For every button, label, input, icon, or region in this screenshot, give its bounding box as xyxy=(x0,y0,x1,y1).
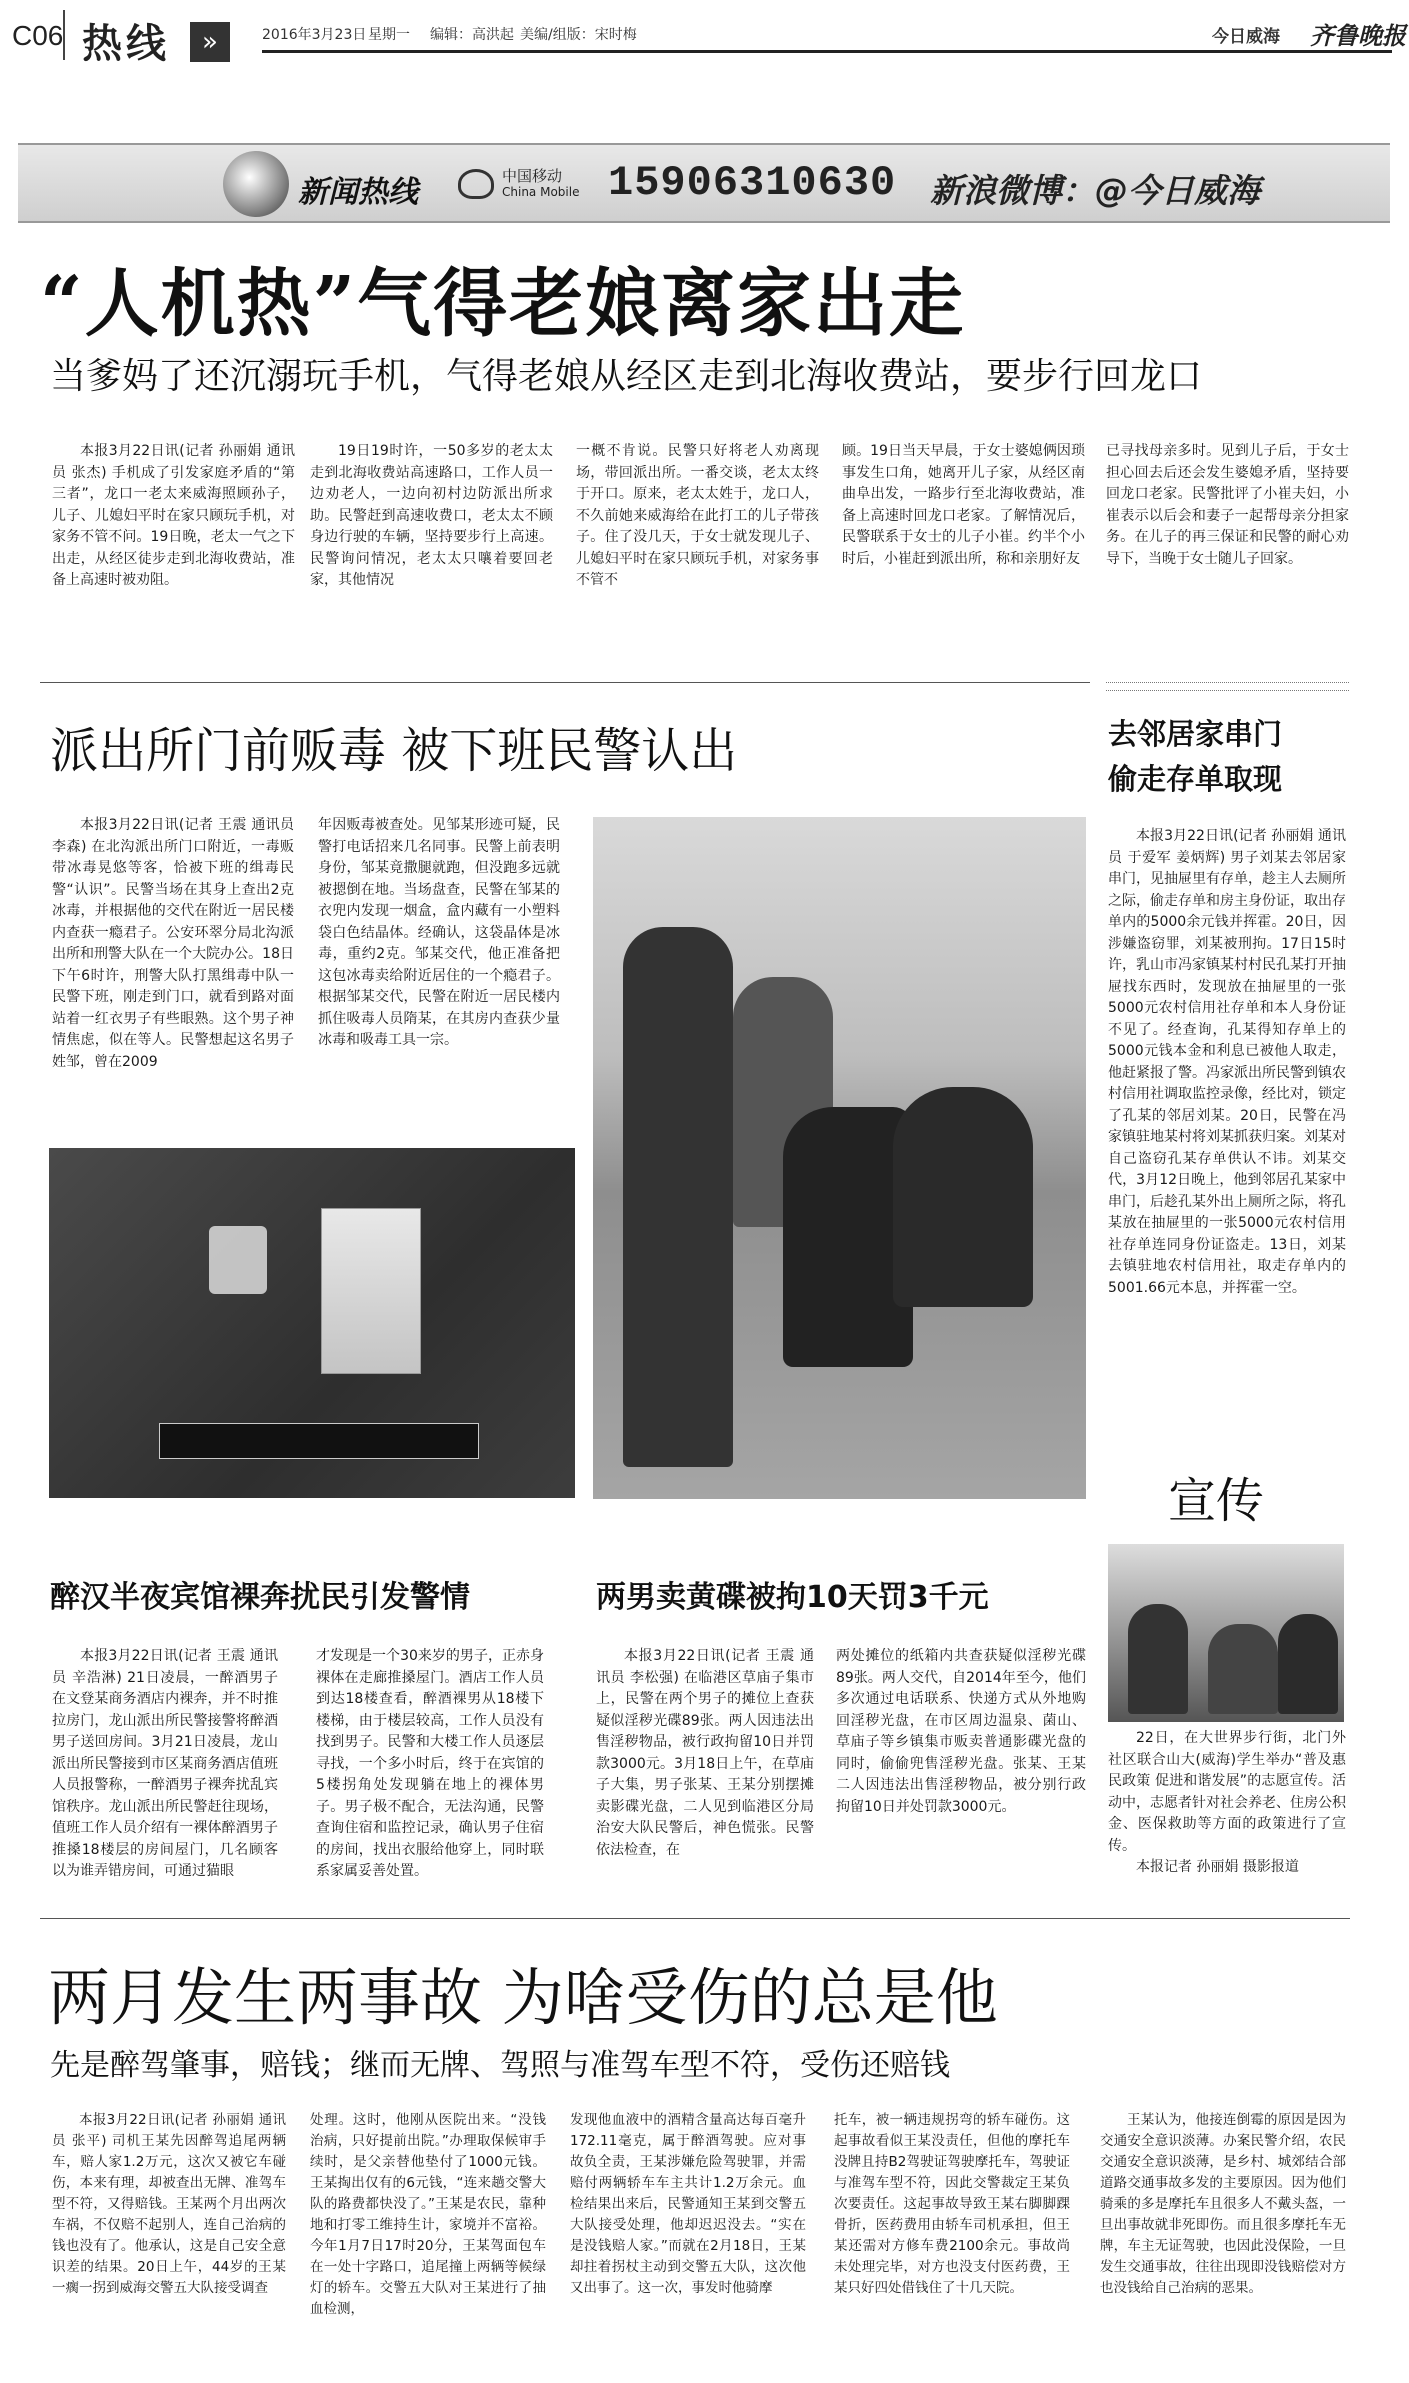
story4-col2: 才发现是一个30来岁的男子，正赤身裸体在走廊推搡屋门。酒店工作人员到达18楼查看，醉酒裸男从18楼下楼梯，由于楼层较高，工作人员没有找到男子。民警和大楼工作人员逐层寻找，一个多小时后，终于在宾馆的5楼拐角处发现躺在地上的裸体男子。男子极不配合，无法沟通，民警查询住宿和监控记录，确认男子住宿的房间，找出衣服给他穿上，同时联系家属妥善处置。 xyxy=(316,1648,544,1879)
carrier-name: 中国移动 xyxy=(502,167,563,185)
divider-2 xyxy=(1106,690,1349,691)
story3-headline-line1: 去邻居家串门 xyxy=(1108,717,1283,751)
story6-col3: 发现他血液中的酒精含量高达每百毫升172.11毫克，属于醉酒驾驶。应对事故负全责，王某涉嫌危险驾驶罪，并需赔付两辆轿车车主共计1.2万余元。血检结果出来后，民警通知王某到交警五大队接受处理，他却迟迟没去。“实在是没钱赔人家。”而就在2月18日，王某却拄着拐杖主动到交警五大队，这次他又出事了。这一次，事发时他骑摩 xyxy=(570,2112,806,2296)
story6-col2: 处理。这时，他刚从医院出来。“没钱治病，只好提前出院。”办理取保候审手续时，是父亲替他垫付了1000元钱。王某掏出仅有的6元钱，“连来趟交警大队的路费都快没了。”王某是农民，靠种地和打零工维持生计，家境并不富裕。今年1月7日17时20分，王某驾面包车在一处十字路口，追尾撞上两辆等候绿灯的轿车。交警五大队对王某进行了抽血检测， xyxy=(310,2112,546,2317)
story6-col1: 本报3月22日讯(记者 孙丽娟 通讯员 张平) 司机王某先因醉驾追尾两辆车，赔人家1.2万元，这次又被它车碰伤，本来有理，却被查出无牌、准驾车型不符，又得赔钱。王某两个月出两次车祸，不仅赔不起别人，连自己治病的钱也没有了。他承认，这是自己安全意识差的结果。20日上午，44岁的王某一瘸一拐到威海交警五大队接受调查 xyxy=(52,2112,286,2296)
story2-col2: 年因贩毒被查处。见邹某形迹可疑，民警打电话招来几名同事。民警上前表明身份，邹某竟撒腿就跑，但没跑多远就被摁倒在地。当场盘查，民警在邹某的衣兜内发现一烟盒，盒内藏有一小塑料袋白色结晶体。经确认，这袋晶体是冰毒，重约2克。邹某交代，他正准备把这包冰毒卖给附近居住的一个瘾君子。根据邹某交代，民警在附近一居民楼内抓住吸毒人员隋某，在其房内查获少量冰毒和吸毒工具一宗。 xyxy=(318,817,560,1048)
section-title: 热线 xyxy=(82,21,170,67)
scale-ruler xyxy=(159,1423,479,1459)
story1-subheadline: 当爹妈了还沉溺玩手机，气得老娘从经区走到北海收费站，要步行回龙口 xyxy=(50,356,1203,397)
banner-label: 新闻热线 xyxy=(298,175,418,210)
story6-headline: 两月发生两事故 为啥受伤的总是他 xyxy=(48,1961,998,2034)
person-left xyxy=(623,927,733,1467)
designer-credit: 美编/组版：宋时梅 xyxy=(520,27,637,43)
divider-3 xyxy=(40,1918,1350,1919)
story4-col1: 本报3月22日讯(记者 王震 通讯员 辛浩淋) 21日凌晨，一醉酒男子在文登某商务酒店内裸奔，并不时推拉房门，龙山派出所民警接警将醉酒男子送回房间。3月21日凌晨，龙山派出所民警接到市区某商务酒店值班人员报警称，一醉酒男子裸奔扰乱宾馆秩序。龙山派出所民警赶往现场，值班工作人员介绍有一裸体醉酒男子推搡18楼层的房间屋门，几名顾客以为谁弄错房间，可通过猫眼 xyxy=(52,1648,278,1879)
issue-weekday: 星期一 xyxy=(368,27,410,43)
carrier-name-en: China Mobile xyxy=(502,185,580,199)
hotline-banner xyxy=(18,143,1390,223)
arrest-photo xyxy=(593,817,1086,1499)
story5-col2: 两处摊位的纸箱内共查获疑似淫秽光碟89张。两人交代，自2014年至今，他们多次通过电话联系、快递方式从外地购回淫秽光盘，在市区周边温泉、菌山、草庙子等乡镇集市贩卖普通影碟光盘的同时，偷偷兜售淫秽光盘。张某、王某二人因违法出售淫秽物品，被分别行政拘留10日并处罚款3000元。 xyxy=(836,1648,1086,1815)
story1-col5: 已寻找母亲多时。见到儿子后，于女士担心回去后还会发生婆媳矛盾，坚持要回龙口老家。民警批评了小崔夫妇，小崔表示以后会和妻子一起帮母亲分担家务。在儿子的再三保证和民警的耐心劝导下，当晚于女士随儿子回家。 xyxy=(1106,443,1349,567)
editor-credit: 编辑：高洪起 xyxy=(430,27,514,43)
divider-1b xyxy=(1106,682,1349,683)
page-number: C06 xyxy=(12,20,64,51)
story3-headline-line2: 偷走存单取现 xyxy=(1108,762,1283,796)
story1-col1: 本报3月22日讯(记者 孙丽娟 通讯员 张杰) 手机成了引发家庭矛盾的“第三者”，龙口一老太来威海照顾孙子，儿子、儿媳妇平时在家只顾玩手机，对家务不管不问。19日晚，老太一气之下出走，从经区徒步走到北海收费站，准备上高速时被劝阻。 xyxy=(52,443,295,588)
edition-name: 今日威海 xyxy=(1212,27,1280,47)
story1-col4: 顾。19日当天早晨，于女士婆媳俩因琐事发生口角，她离开儿子家，从经区南曲阜出发，一路步行至北海收费站，准备上高速时回龙口老家。了解情况后，民警联系于女士的儿子小崔。约半个小时后，小崔赶到派出所，称和亲朋好友 xyxy=(842,443,1085,567)
story1-col2: 19日19时许，一50多岁的老太太走到北海收费站高速路口，工作人员一边劝老人，一边向初村边防派出所求助。民警赶到高速收费口，老太太不顾身边行驶的车辆，坚持要步行上高速。民警询问情况，老太太只嚷着要回老家，其他情况 xyxy=(310,443,553,588)
story1-headline: “人机热”气得老娘离家出走 xyxy=(40,261,966,347)
section-arrow-icon: » xyxy=(190,22,230,62)
weibo-handle[interactable]: 新浪微博：@今日威海 xyxy=(930,171,1260,210)
story6-col5: 王某认为，他接连倒霉的原因是因为交通安全意识淡薄。办案民警介绍，农民交通安全意识淡薄，是乡村、城郊结合部道路交通事故多发的主要原因。因为他们骑乘的多是摩托车且很多人不戴头盔，一旦出事故就非死即伤。而且很多摩托车无牌，车主无证驾驶，也因此没保险，一旦发生交通事故，往往出现即没钱赔偿对方也没钱给自己治病的恶果。 xyxy=(1100,2112,1346,2296)
story3-col1: 本报3月22日讯(记者 孙丽娟 通讯员 于爱军 姜炳辉) 男子刘某去邻居家串门，见抽屉里有存单，趁主人去厕所之际，偷走存单和房主身份证，取出存单内的5000余元钱并挥霍。20日，因涉嫌盗窃罪，刘某被刑拘。17日15时许，乳山市冯家镇某村村民孔某打开抽屉找东西时，发现放在抽屉里的一张5000元农村信用社存单和本人身份证不见了。经查询，孔某得知存单上的5000元钱本金和利息已被他人取走，他赶紧报了警。冯家派出所民警到镇农村信用社调取监控录像，经比对，锁定了孔某的邻居刘某。20日，民警在冯家镇驻地某村将刘某抓获归案。刘某对自己盗窃孔某存单供认不讳。刘某交代，3月12日晚上，他到邻居孔某家中串门，后趁孔某外出上厕所之际，将孔某放在抽屉里的一张5000元农村信用社存单连同身份证盗走。13日，刘某去镇驻地农村信用社，取走存单内的5001.66元本息，并挥霍一空。 xyxy=(1108,828,1346,1296)
bird-logo-icon xyxy=(223,151,289,217)
masthead-rule xyxy=(262,50,1392,53)
volunteer-photo xyxy=(1108,1544,1344,1722)
hotline-phone[interactable]: 15906310630 xyxy=(608,159,897,207)
story6-col4: 托车，被一辆违规拐弯的轿车碰伤。这起事故看似王某没责任，但他的摩托车没牌且持B2驾驶证驾驶摩托车，驾驶证与准驾车型不符，因此交警裁定王某负次要责任。这起事故导致王某右脚脚踝骨折，医药费用由轿车司机承担，但王某还需对方修车费2100余元。事故尚未处理完毕，对方也没支付医药费，王某只好四处借钱住了十几天院。 xyxy=(834,2112,1070,2296)
story2-headline: 派出所门前贩毒 被下班民警认出 xyxy=(50,723,738,779)
story5-col1: 本报3月22日讯(记者 王震 通讯员 李松强) 在临港区草庙子集市上，民警在两个男子的摊位上查获疑似淫秽光碟89张。两人因违法出售淫秽物品，被行政拘留10日并罚款3000元。3月18日上午，在草庙子大集，男子张某、王某分别摆摊卖影碟光盘，二人见到临港区分局治安大队民警后，神色慌张。民警依法检查，在 xyxy=(596,1648,814,1858)
issue-date: 2016年3月23日 xyxy=(262,27,367,43)
divider-1 xyxy=(40,682,1090,683)
mobile-logo-icon xyxy=(458,169,494,199)
ad-caption: 22日，在大世界步行街，北门外社区联合山大(威海)学生举办“普及惠民政策 促进和谐发展”的志愿宣传。活动中，志愿者针对社会养老、住房公积金、医保救助等方面的政策进行了宣传。 本报记者 孙丽娟 摄影报道 xyxy=(1108,1730,1346,1875)
story6-subheadline: 先是醉驾肇事，赔钱；继而无牌、驾照与准驾车型不符，受伤还赔钱 xyxy=(50,2048,950,2083)
masthead xyxy=(0,0,1409,72)
story4-headline: 醉汉半夜宾馆裸奔扰民引发警情 xyxy=(50,1580,470,1615)
story5-headline: 两男卖黄碟被拘10天罚3千元 xyxy=(596,1580,989,1615)
story1-col3: 一概不肯说。民警只好将老人劝离现场，带回派出所。一番交谈，老太太终于开口。原来，老太太姓于，龙口人，不久前她来威海给在此打工的儿子带孩子。住了没几天，于女士就发现儿子、儿媳妇平时在家只顾玩手机，对家务事不管不 xyxy=(576,443,819,588)
cigarette-pack xyxy=(321,1208,421,1374)
drug-evidence-photo xyxy=(49,1148,575,1498)
crystal-bag xyxy=(209,1226,267,1294)
story2-col1: 本报3月22日讯(记者 王震 通讯员 李森) 在北沟派出所门口附近，一毒贩带冰毒晃悠等客，恰被下班的缉毒民警“认识”。民警当场在其身上查出2克冰毒，并根据他的交代在附近一居民楼内查获一瘾君子。公安环翠分局北沟派出所和刑警大队在一个大院办公。18日下午6时许，刑警大队打黑缉毒中队一民警下班，刚走到门口，就看到路对面站着一红衣男子有些眼熟。这个男子神情焦虑，似在等人。民警想起这名男子姓邹，曾在2009 xyxy=(52,817,294,1070)
person-right xyxy=(893,1087,1033,1307)
paper-name: 齐鲁晚报 xyxy=(1310,22,1406,50)
ad-heading: 宣传 xyxy=(1168,1473,1265,1529)
